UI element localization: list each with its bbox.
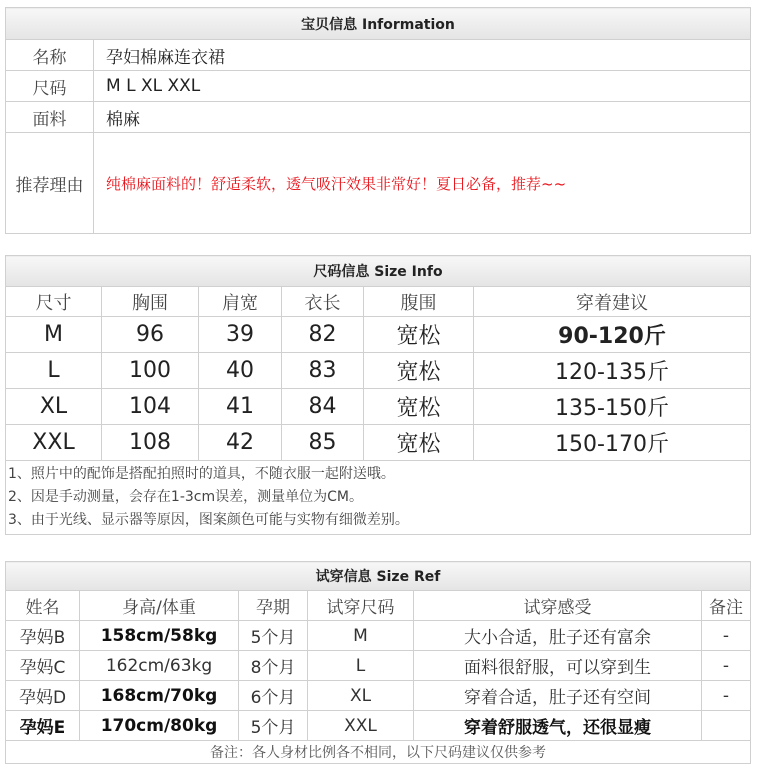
table-cell: 穿着合适，肚子还有空间 <box>414 681 702 711</box>
info-value: M L XL XXL <box>94 71 751 102</box>
note-line: 2、因是手动测量，会存在1-3cm误差，测量单位为CM。 <box>8 489 363 505</box>
size-title: 尺码信息 Size Info <box>6 256 751 287</box>
table-cell: 8个月 <box>239 651 308 681</box>
table-cell: 面料很舒服，可以穿到生 <box>414 651 702 681</box>
table-row <box>6 711 751 741</box>
column-header: 胸围 <box>102 287 199 317</box>
table-cell: 大小合适，肚子还有富余 <box>414 621 702 651</box>
table-cell: 6个月 <box>239 681 308 711</box>
info-label: 尺码 <box>6 71 94 102</box>
column-header: 备注 <box>702 591 751 621</box>
size-table <box>5 255 751 535</box>
table-cell: XXL <box>308 711 414 741</box>
ref-header-row <box>6 591 751 621</box>
column-header: 穿着建议 <box>474 287 751 317</box>
table-cell: 82 <box>282 317 364 353</box>
column-header: 试穿感受 <box>414 591 702 621</box>
info-table <box>5 7 751 234</box>
info-label: 推荐理由 <box>6 133 94 234</box>
column-header: 孕期 <box>239 591 308 621</box>
ref-footer: 备注：各人身材比例各不相同，以下尺码建议仅供参考 <box>6 741 751 764</box>
table-cell: XXL <box>6 425 102 461</box>
table-cell: 宽松 <box>364 353 474 389</box>
table-cell: 150-170斤 <box>474 425 751 461</box>
column-header: 身高/体重 <box>80 591 239 621</box>
table-row <box>6 621 751 651</box>
info-label: 面料 <box>6 102 94 133</box>
table-cell: 104 <box>102 389 199 425</box>
table-cell: 40 <box>199 353 282 389</box>
ref-footer-row <box>6 741 751 764</box>
size-notes-row <box>6 461 751 535</box>
info-value: 孕妇棉麻连衣裙 <box>94 40 751 71</box>
table-cell <box>702 711 751 741</box>
table-cell: 100 <box>102 353 199 389</box>
table-row <box>6 317 751 353</box>
table-cell: 5个月 <box>239 711 308 741</box>
size-notes <box>6 461 751 535</box>
table-cell: 孕妈C <box>6 651 80 681</box>
table-cell: 孕妈E <box>6 711 80 741</box>
table-cell: 83 <box>282 353 364 389</box>
table-cell: 孕妈D <box>6 681 80 711</box>
table-row <box>6 681 751 711</box>
table-cell: 5个月 <box>239 621 308 651</box>
table-cell: - <box>702 681 751 711</box>
table-cell: 42 <box>199 425 282 461</box>
table-cell: 穿着舒服透气，还很显瘦 <box>414 711 702 741</box>
table-cell: 108 <box>102 425 199 461</box>
info-row-size <box>6 71 751 102</box>
recommend-reason: 纯棉麻面料的！舒适柔软，透气吸汗效果非常好！夏日必备，推荐~~ <box>94 133 751 234</box>
info-title: 宝贝信息 Information <box>6 8 751 40</box>
table-cell: XL <box>6 389 102 425</box>
table-cell: 宽松 <box>364 425 474 461</box>
note-line: 3、由于光线、显示器等原因，图案颜色可能与实物有细微差别。 <box>8 512 409 528</box>
info-row-fabric <box>6 102 751 133</box>
column-header: 肩宽 <box>199 287 282 317</box>
table-cell: 135-150斤 <box>474 389 751 425</box>
table-cell: L <box>6 353 102 389</box>
column-header: 衣长 <box>282 287 364 317</box>
note-line: 1、照片中的配饰是搭配拍照时的道具，不随衣服一起附送哦。 <box>8 466 395 482</box>
table-cell: 120-135斤 <box>474 353 751 389</box>
column-header: 腹围 <box>364 287 474 317</box>
info-value: 棉麻 <box>94 102 751 133</box>
table-cell: 宽松 <box>364 317 474 353</box>
table-cell: 158cm/58kg <box>80 621 239 651</box>
table-cell: 宽松 <box>364 389 474 425</box>
table-cell: 96 <box>102 317 199 353</box>
column-header: 姓名 <box>6 591 80 621</box>
table-cell: 84 <box>282 389 364 425</box>
table-cell: 168cm/70kg <box>80 681 239 711</box>
ref-table <box>5 561 751 764</box>
column-header: 尺寸 <box>6 287 102 317</box>
table-cell: M <box>308 621 414 651</box>
table-cell: 41 <box>199 389 282 425</box>
table-cell: 39 <box>199 317 282 353</box>
table-cell: XL <box>308 681 414 711</box>
table-cell: 孕妈B <box>6 621 80 651</box>
table-row <box>6 389 751 425</box>
table-cell: L <box>308 651 414 681</box>
column-header: 试穿尺码 <box>308 591 414 621</box>
table-cell: M <box>6 317 102 353</box>
table-row <box>6 425 751 461</box>
table-cell: 85 <box>282 425 364 461</box>
table-row <box>6 353 751 389</box>
info-row-reason <box>6 133 751 234</box>
table-cell: - <box>702 621 751 651</box>
table-cell: 90-120斤 <box>474 317 751 353</box>
size-header-row <box>6 287 751 317</box>
table-cell: 162cm/63kg <box>80 651 239 681</box>
ref-title: 试穿信息 Size Ref <box>6 562 751 591</box>
info-row-name <box>6 40 751 71</box>
table-row <box>6 651 751 681</box>
info-label: 名称 <box>6 40 94 71</box>
table-cell: - <box>702 651 751 681</box>
table-cell: 170cm/80kg <box>80 711 239 741</box>
